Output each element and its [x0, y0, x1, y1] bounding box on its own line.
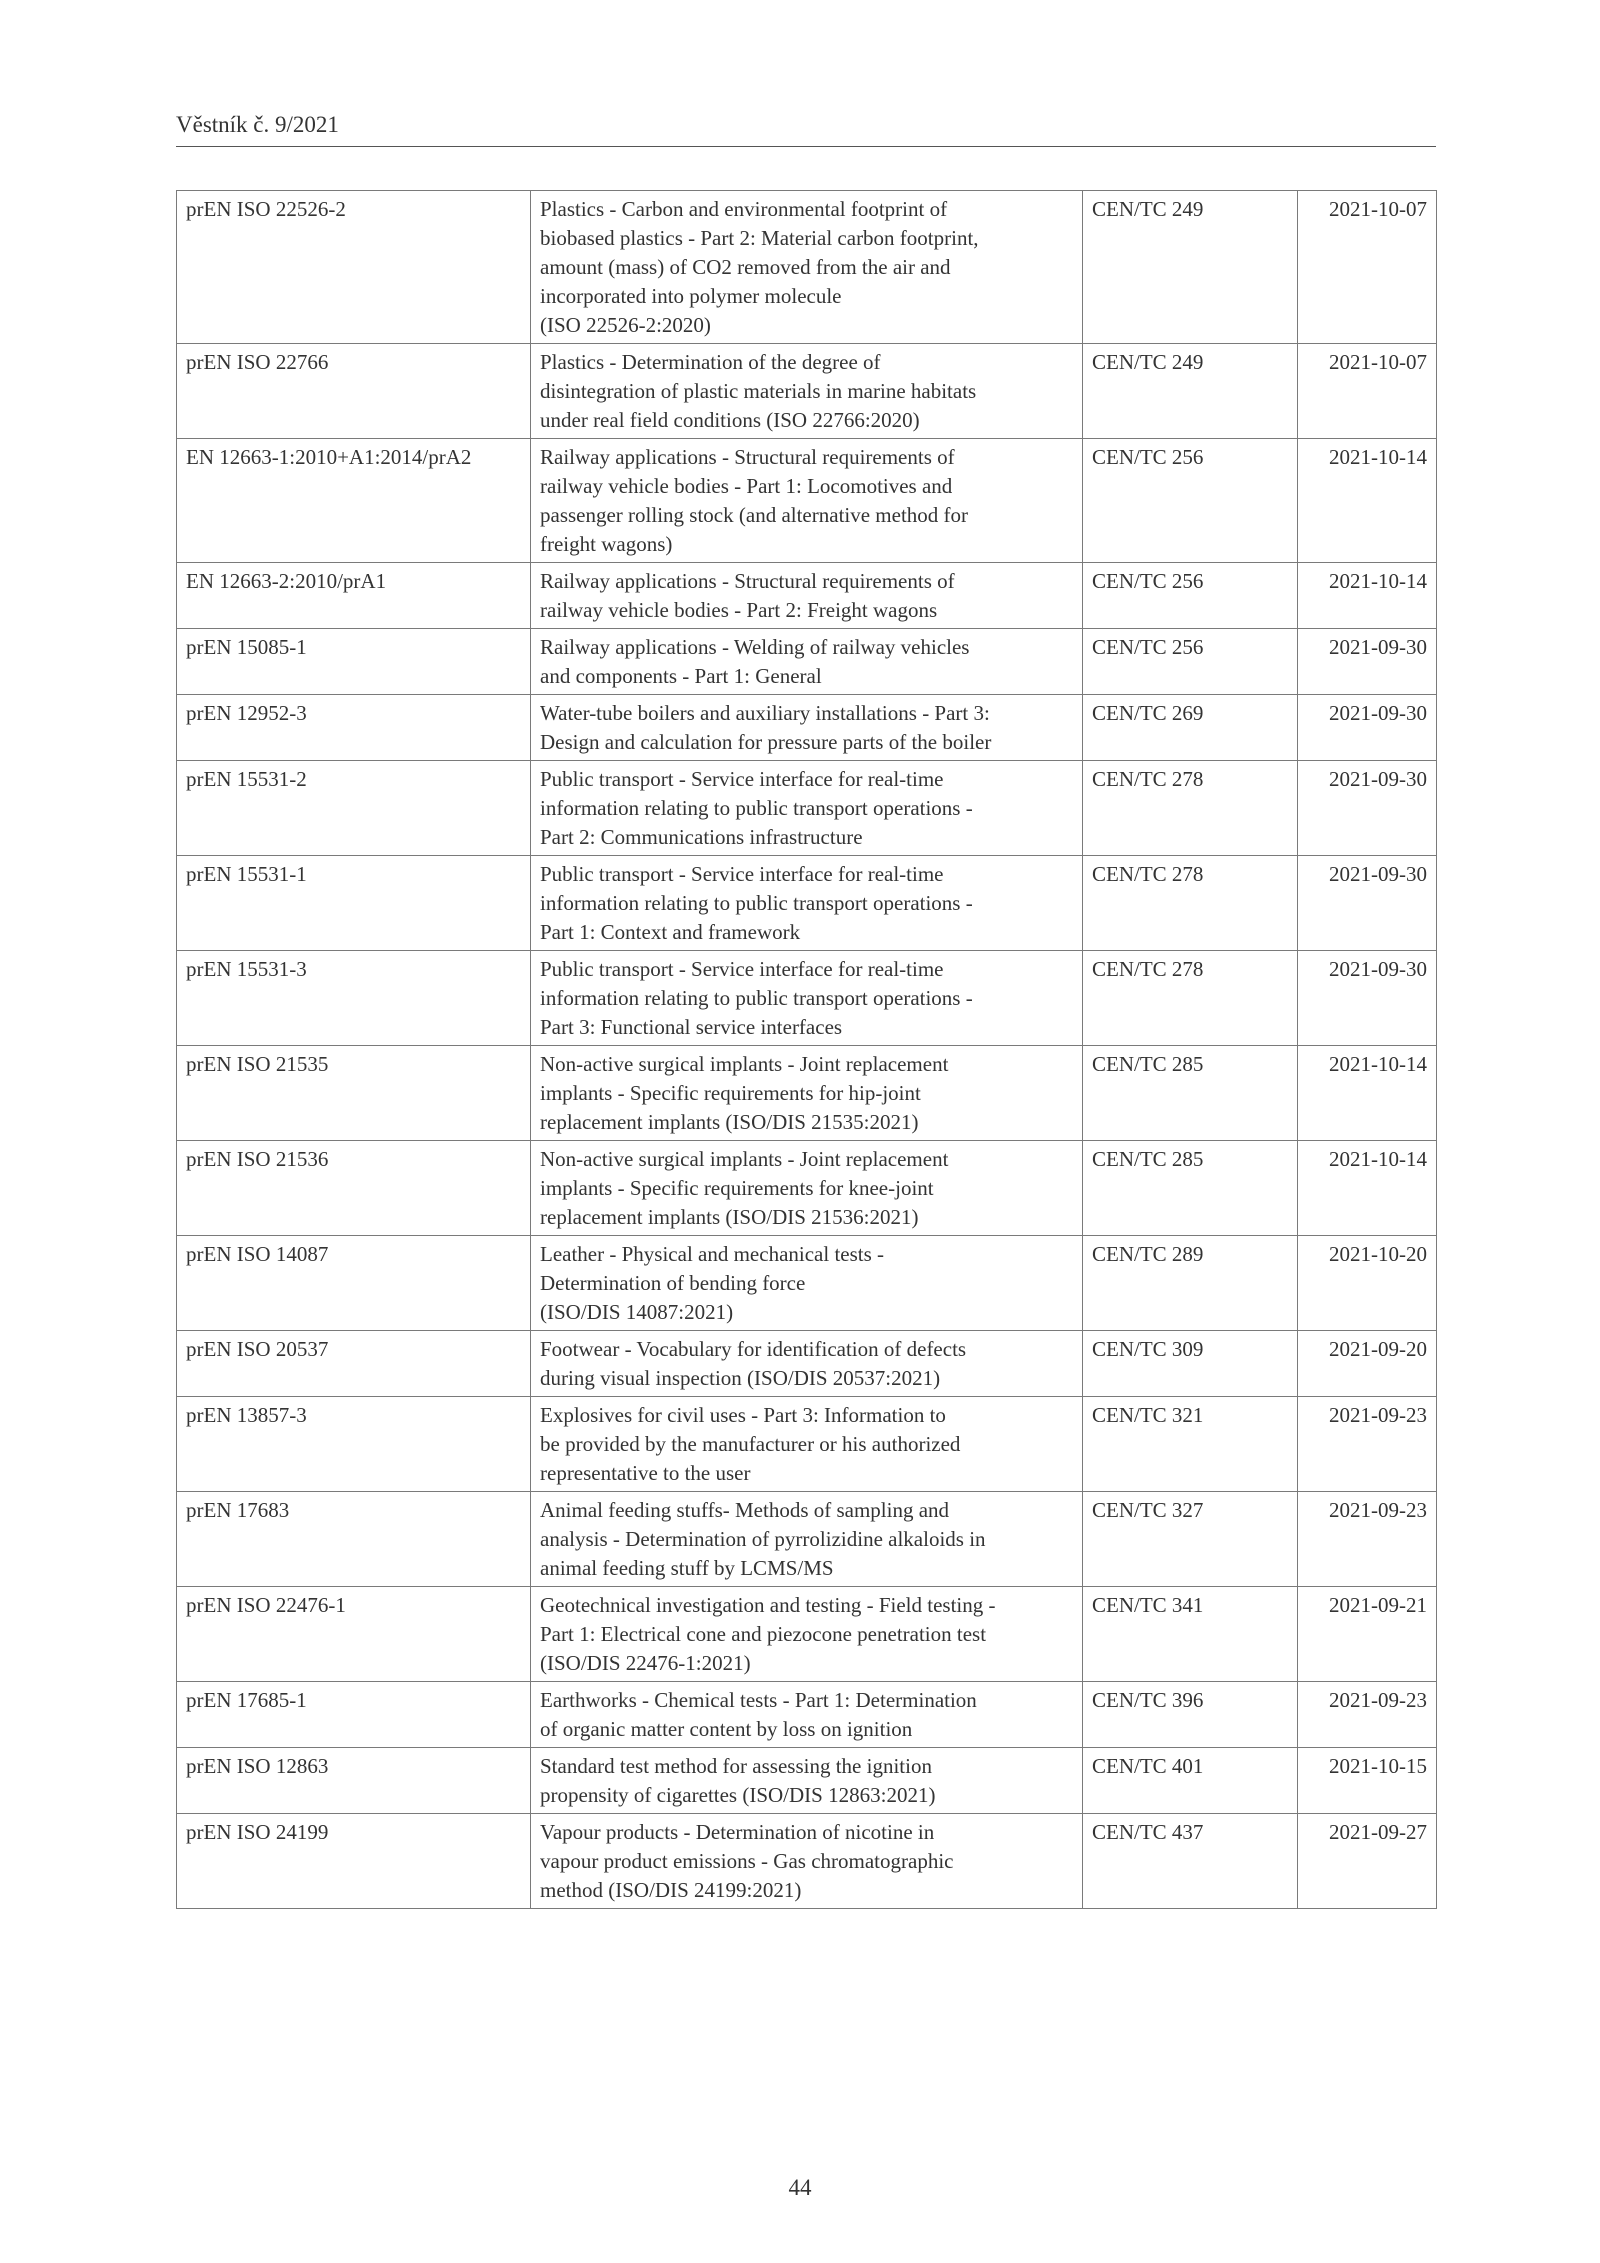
- title-line: biobased plastics - Part 2: Material carbon footprint,: [540, 226, 979, 250]
- technical-committee: CEN/TC 269: [1083, 695, 1298, 761]
- deadline-date: 2021-10-14: [1298, 439, 1437, 563]
- standard-title: [531, 439, 1083, 563]
- title-line: Public transport - Service interface for real-time: [540, 767, 944, 791]
- title-line: Animal feeding stuffs- Methods of sampling and: [540, 1498, 950, 1522]
- title-line: Footwear - Vocabulary for identification of defects: [540, 1337, 967, 1361]
- title-line: replacement implants (ISO/DIS 21535:2021): [540, 1110, 919, 1134]
- table-row: [177, 1492, 1437, 1587]
- technical-committee: CEN/TC 327: [1083, 1492, 1298, 1587]
- technical-committee: CEN/TC 278: [1083, 951, 1298, 1046]
- title-line: Geotechnical investigation and testing - Field testing -: [540, 1593, 996, 1617]
- title-line: amount (mass) of CO2 removed from the air and: [540, 255, 951, 279]
- journal-title: Věstník č. 9/2021: [176, 112, 339, 137]
- technical-committee: CEN/TC 278: [1083, 761, 1298, 856]
- title-line: Explosives for civil uses - Part 3: Information to: [540, 1403, 946, 1427]
- title-line: Public transport - Service interface for real-time: [540, 957, 944, 981]
- standard-title: [531, 1141, 1083, 1236]
- title-line: Part 3: Functional service interfaces: [540, 1015, 843, 1039]
- title-line: Part 1: Context and framework: [540, 920, 801, 944]
- standard-code: prEN 13857-3: [177, 1397, 531, 1492]
- title-line: freight wagons): [540, 532, 673, 556]
- title-line: Water-tube boilers and auxiliary installations - Part 3:: [540, 701, 990, 725]
- table-row: [177, 1587, 1437, 1682]
- title-line: vapour product emissions - Gas chromatographic: [540, 1849, 954, 1873]
- title-line: Part 1: Electrical cone and piezocone penetration test: [540, 1622, 987, 1646]
- standard-title: [531, 1397, 1083, 1492]
- table-row: [177, 439, 1437, 563]
- deadline-date: 2021-10-07: [1298, 344, 1437, 439]
- standard-title: [531, 1236, 1083, 1331]
- technical-committee: CEN/TC 341: [1083, 1587, 1298, 1682]
- deadline-date: 2021-10-14: [1298, 563, 1437, 629]
- title-line: railway vehicle bodies - Part 1: Locomotives and: [540, 474, 953, 498]
- standard-title: [531, 761, 1083, 856]
- title-line: analysis - Determination of pyrrolizidine alkaloids in: [540, 1527, 986, 1551]
- title-line: (ISO/DIS 14087:2021): [540, 1300, 734, 1324]
- standard-code: prEN 15085-1: [177, 629, 531, 695]
- deadline-date: 2021-09-23: [1298, 1397, 1437, 1492]
- title-line: Plastics - Carbon and environmental footprint of: [540, 197, 948, 221]
- technical-committee: CEN/TC 256: [1083, 439, 1298, 563]
- title-line: implants - Specific requirements for knee-joint: [540, 1176, 934, 1200]
- deadline-date: 2021-09-20: [1298, 1331, 1437, 1397]
- standard-code: prEN ISO 14087: [177, 1236, 531, 1331]
- deadline-date: 2021-09-30: [1298, 856, 1437, 951]
- title-line: Standard test method for assessing the ignition: [540, 1754, 932, 1778]
- table-row: [177, 761, 1437, 856]
- table-row: [177, 695, 1437, 761]
- table-row: [177, 1748, 1437, 1814]
- standard-code: prEN ISO 12863: [177, 1748, 531, 1814]
- table-row: [177, 344, 1437, 439]
- standard-title: [531, 344, 1083, 439]
- standard-code: prEN 15531-3: [177, 951, 531, 1046]
- title-line: information relating to public transport operations -: [540, 891, 973, 915]
- page-header: [176, 110, 1436, 147]
- title-line: method (ISO/DIS 24199:2021): [540, 1878, 802, 1902]
- standard-code: prEN 15531-2: [177, 761, 531, 856]
- deadline-date: 2021-09-23: [1298, 1682, 1437, 1748]
- standard-code: prEN ISO 21535: [177, 1046, 531, 1141]
- deadline-date: 2021-10-07: [1298, 191, 1437, 344]
- table-row: [177, 1397, 1437, 1492]
- title-line: under real field conditions (ISO 22766:2020): [540, 408, 920, 432]
- table-row: [177, 1814, 1437, 1909]
- title-line: disintegration of plastic materials in marine habitats: [540, 379, 977, 403]
- table-row: [177, 1141, 1437, 1236]
- technical-committee: CEN/TC 285: [1083, 1046, 1298, 1141]
- standard-title: [531, 695, 1083, 761]
- standard-title: [531, 629, 1083, 695]
- deadline-date: 2021-09-23: [1298, 1492, 1437, 1587]
- title-line: Plastics - Determination of the degree of: [540, 350, 881, 374]
- deadline-date: 2021-09-30: [1298, 629, 1437, 695]
- title-line: during visual inspection (ISO/DIS 20537:2021): [540, 1366, 941, 1390]
- title-line: of organic matter content by loss on ignition: [540, 1717, 913, 1741]
- table-row: [177, 951, 1437, 1046]
- standard-title: [531, 1682, 1083, 1748]
- standard-code: prEN ISO 22476-1: [177, 1587, 531, 1682]
- standard-code: prEN ISO 22766: [177, 344, 531, 439]
- title-line: replacement implants (ISO/DIS 21536:2021): [540, 1205, 919, 1229]
- title-line: representative to the user: [540, 1461, 751, 1485]
- title-line: Leather - Physical and mechanical tests -: [540, 1242, 885, 1266]
- title-line: railway vehicle bodies - Part 2: Freight wagons: [540, 598, 938, 622]
- standard-code: EN 12663-1:2010+A1:2014/prA2: [177, 439, 531, 563]
- standard-title: [531, 191, 1083, 344]
- technical-committee: CEN/TC 401: [1083, 1748, 1298, 1814]
- title-line: passenger rolling stock (and alternative method for: [540, 503, 969, 527]
- title-line: Railway applications - Structural requirements of: [540, 445, 955, 469]
- title-line: Earthworks - Chemical tests - Part 1: Determination: [540, 1688, 977, 1712]
- technical-committee: CEN/TC 256: [1083, 629, 1298, 695]
- standard-code: prEN 17685-1: [177, 1682, 531, 1748]
- standards-table: [176, 190, 1437, 1909]
- deadline-date: 2021-09-30: [1298, 951, 1437, 1046]
- technical-committee: CEN/TC 249: [1083, 191, 1298, 344]
- technical-committee: CEN/TC 249: [1083, 344, 1298, 439]
- title-line: Non-active surgical implants - Joint replacement: [540, 1052, 949, 1076]
- title-line: incorporated into polymer molecule: [540, 284, 842, 308]
- deadline-date: 2021-09-21: [1298, 1587, 1437, 1682]
- title-line: information relating to public transport operations -: [540, 986, 973, 1010]
- standards-table-body: [177, 191, 1437, 1909]
- title-line: information relating to public transport operations -: [540, 796, 973, 820]
- title-line: Public transport - Service interface for real-time: [540, 862, 944, 886]
- deadline-date: 2021-09-30: [1298, 761, 1437, 856]
- title-line: Determination of bending force: [540, 1271, 806, 1295]
- title-line: and components - Part 1: General: [540, 664, 822, 688]
- technical-committee: CEN/TC 285: [1083, 1141, 1298, 1236]
- title-line: (ISO 22526-2:2020): [540, 313, 711, 337]
- technical-committee: CEN/TC 396: [1083, 1682, 1298, 1748]
- deadline-date: 2021-10-14: [1298, 1141, 1437, 1236]
- standard-title: [531, 1492, 1083, 1587]
- standard-title: [531, 1587, 1083, 1682]
- title-line: Railway applications - Welding of railway vehicles: [540, 635, 970, 659]
- standard-title: [531, 1814, 1083, 1909]
- standard-code: prEN ISO 22526-2: [177, 191, 531, 344]
- title-line: propensity of cigarettes (ISO/DIS 12863:2021): [540, 1783, 936, 1807]
- title-line: Design and calculation for pressure parts of the boiler: [540, 730, 992, 754]
- standard-title: [531, 1046, 1083, 1141]
- title-line: Part 2: Communications infrastructure: [540, 825, 863, 849]
- standard-title: [531, 856, 1083, 951]
- title-line: Railway applications - Structural requirements of: [540, 569, 955, 593]
- standard-title: [531, 563, 1083, 629]
- standard-code: prEN 15531-1: [177, 856, 531, 951]
- deadline-date: 2021-09-30: [1298, 695, 1437, 761]
- standard-code: prEN 17683: [177, 1492, 531, 1587]
- technical-committee: CEN/TC 309: [1083, 1331, 1298, 1397]
- standard-title: [531, 1331, 1083, 1397]
- title-line: Non-active surgical implants - Joint replacement: [540, 1147, 949, 1171]
- deadline-date: 2021-09-27: [1298, 1814, 1437, 1909]
- standard-code: prEN ISO 21536: [177, 1141, 531, 1236]
- standard-title: [531, 1748, 1083, 1814]
- table-row: [177, 1046, 1437, 1141]
- table-row: [177, 629, 1437, 695]
- technical-committee: CEN/TC 289: [1083, 1236, 1298, 1331]
- page-number: 44: [788, 2175, 812, 2200]
- table-row: [177, 1331, 1437, 1397]
- technical-committee: CEN/TC 278: [1083, 856, 1298, 951]
- deadline-date: 2021-10-14: [1298, 1046, 1437, 1141]
- table-row: [177, 856, 1437, 951]
- standard-code: prEN 12952-3: [177, 695, 531, 761]
- standard-code: prEN ISO 24199: [177, 1814, 531, 1909]
- table-row: [177, 1236, 1437, 1331]
- deadline-date: 2021-10-15: [1298, 1748, 1437, 1814]
- title-line: Vapour products - Determination of nicotine in: [540, 1820, 935, 1844]
- table-row: [177, 1682, 1437, 1748]
- standard-code: prEN ISO 20537: [177, 1331, 531, 1397]
- title-line: animal feeding stuff by LCMS/MS: [540, 1556, 834, 1580]
- standard-title: [531, 951, 1083, 1046]
- technical-committee: CEN/TC 256: [1083, 563, 1298, 629]
- table-row: [177, 191, 1437, 344]
- title-line: be provided by the manufacturer or his authorized: [540, 1432, 961, 1456]
- standard-code: EN 12663-2:2010/prA1: [177, 563, 531, 629]
- deadline-date: 2021-10-20: [1298, 1236, 1437, 1331]
- title-line: implants - Specific requirements for hip-joint: [540, 1081, 921, 1105]
- title-line: (ISO/DIS 22476-1:2021): [540, 1651, 751, 1675]
- technical-committee: CEN/TC 321: [1083, 1397, 1298, 1492]
- table-row: [177, 563, 1437, 629]
- technical-committee: CEN/TC 437: [1083, 1814, 1298, 1909]
